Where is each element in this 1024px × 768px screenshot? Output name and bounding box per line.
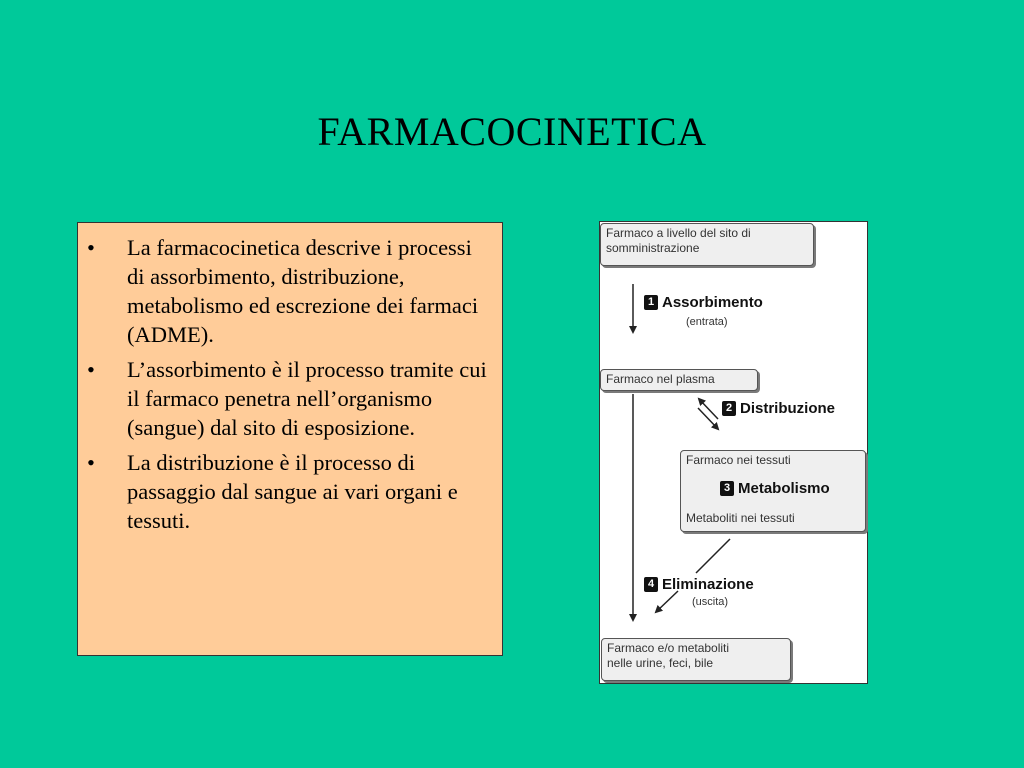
bullet-dot: •: [87, 450, 95, 475]
bullet-text: La distribuzione è il processo di passaggio dal sangue ai vari organi e tessuti.: [127, 450, 458, 533]
bullet-list: [78, 233, 492, 535]
distribution-arrow-back: [699, 399, 718, 419]
bullet-text: La farmacocinetica descrive i processi di assorbimento, distribuzione, metabolismo ed escrezione dei farmaci (ADME).: [127, 235, 479, 347]
pharmacokinetics-diagram: [599, 221, 868, 684]
plasma-box: [600, 369, 758, 391]
step-absorption-label: Assorbimento: [662, 294, 763, 311]
step-number-1: 1: [644, 295, 658, 310]
bullet-dot: •: [87, 357, 95, 382]
plasma-label: Farmaco nel plasma: [606, 372, 715, 386]
step-absorption: [644, 294, 763, 311]
bullet-dot: •: [87, 235, 95, 260]
step-distribution-label: Distribuzione: [740, 400, 836, 417]
step-number-2: 2: [722, 401, 736, 416]
bullet-text: L’assorbimento è il processo tramite cui il farmaco penetra nell’organismo (sangue) dal sito di esposizione.: [127, 357, 487, 440]
bullet-item-assorbimento: [78, 355, 492, 442]
tissue-elimination-line: [696, 539, 730, 573]
step-elimination-label: Eliminazione: [662, 576, 754, 593]
site-line-2: somministrazione: [606, 241, 700, 255]
step-elimination: [644, 576, 754, 593]
tissue-bottom-label: Metaboliti nei tessuti: [686, 511, 795, 525]
step-absorption-sub: (entrata): [686, 316, 728, 328]
step-distribution: [722, 400, 835, 417]
excretion-line-1: Farmaco e/o metaboliti: [607, 641, 730, 655]
excretion-box: [601, 638, 791, 681]
site-line-1: Farmaco a livello del sito di: [606, 226, 751, 240]
bullet-text-box: [77, 222, 503, 656]
bullet-item-distribuzione: [78, 448, 492, 535]
step-number-4: 4: [644, 577, 658, 592]
step-elimination-sub: (uscita): [692, 596, 729, 608]
slide-title: FARMACOCINETICA: [317, 109, 707, 154]
step-number-3: 3: [720, 481, 734, 496]
bullet-item-adme: [78, 233, 492, 349]
step-metabolism: [720, 480, 830, 497]
tissue-elimination-arrow: [656, 591, 678, 612]
tissue-top-label: Farmaco nei tessuti: [686, 453, 791, 467]
excretion-line-2: nelle urine, feci, bile: [607, 656, 714, 670]
step-metabolism-label: Metabolismo: [738, 480, 830, 497]
site-administration-box: [600, 223, 814, 266]
distribution-arrow-out: [698, 408, 718, 429]
